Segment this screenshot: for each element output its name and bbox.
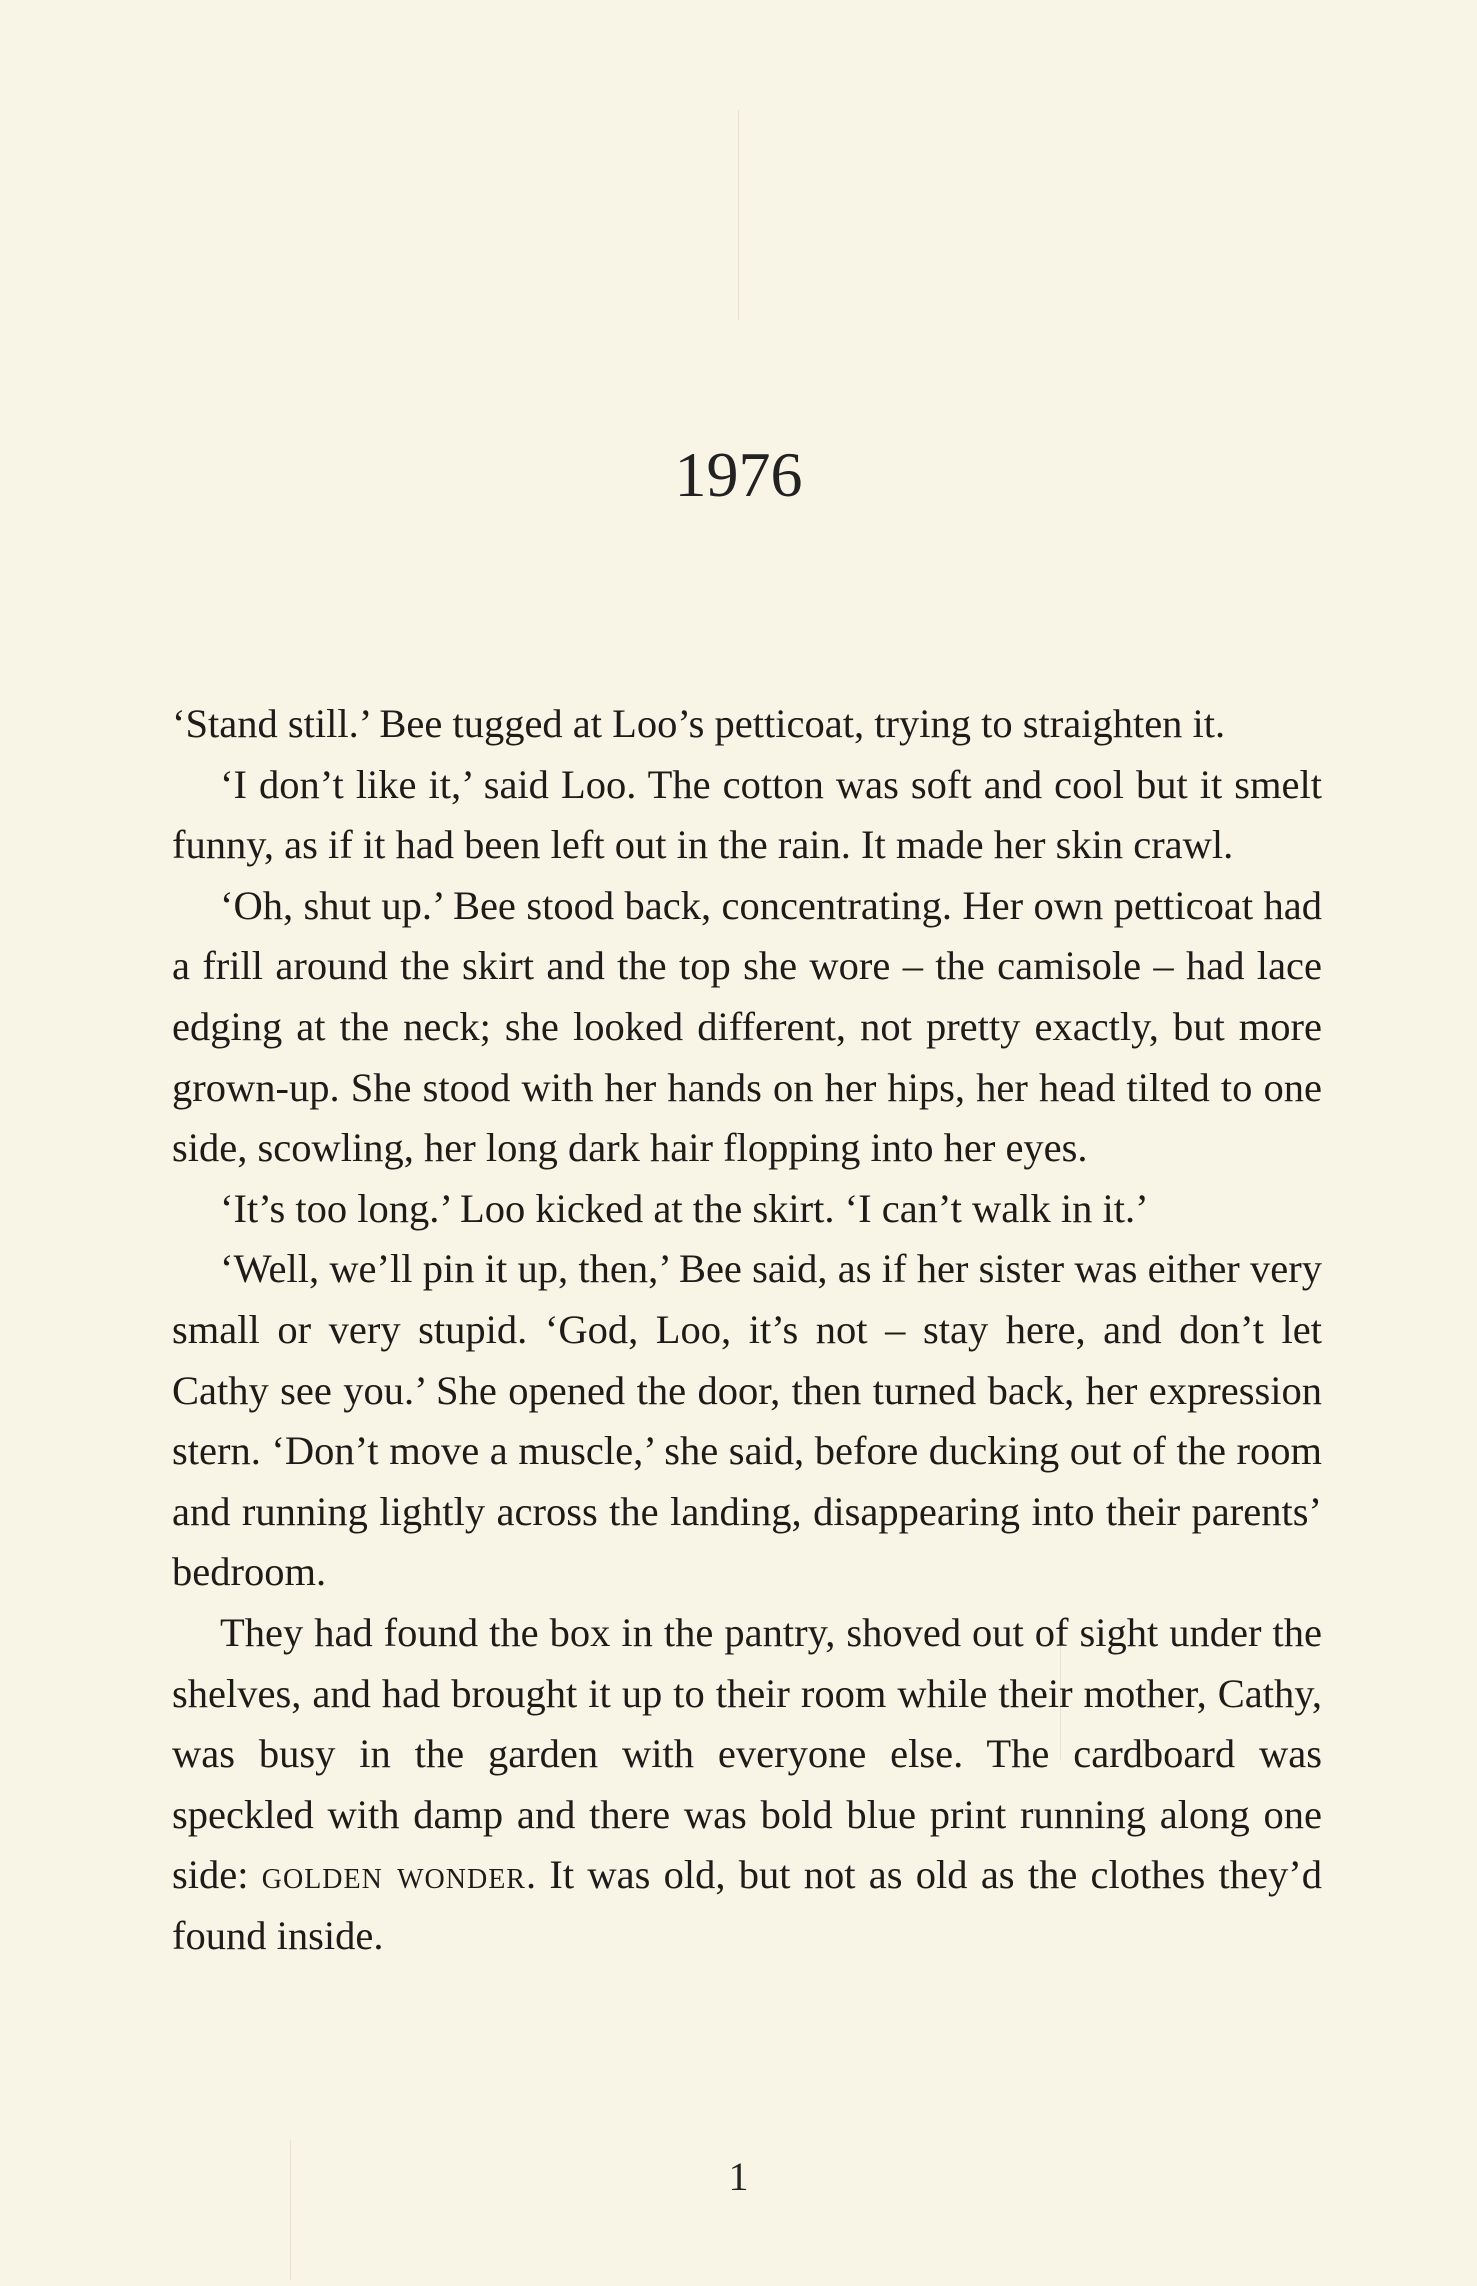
paragraph-text: ‘Stand still.’ Bee tugged at Loo’s petticoat, trying to straighten it.: [172, 701, 1226, 746]
paragraph: [172, 755, 1322, 876]
chapter-body: [172, 694, 1322, 1966]
paragraph: [172, 694, 1322, 755]
paragraph: [172, 1179, 1322, 1240]
paragraph-text: They had found the box in the pantry, shoved out of sight under the shelves, and had brought it up to their room while their mother, Cathy, was busy in the garden with everyone else. The cardboard was speckled with damp and there was bold blue print running along one side:: [172, 1609, 1322, 1898]
paragraph-text: ‘Oh, shut up.’ Bee stood back, concentrating. Her own petticoat had a frill around the skirt and the top she wore – the camisole – had lace edging at the neck; she looked different, not pretty exactly, but more grown-up. She stood with her hands on her hips, her head tilted to one side, scowling, her long dark hair flopping into her eyes.: [172, 882, 1322, 1171]
paragraph: [172, 876, 1322, 1179]
page-number: 1: [728, 2154, 749, 2199]
paragraph: [172, 1239, 1322, 1603]
box-print-text: golden wonder: [261, 1852, 526, 1898]
paragraph-text: ‘It’s too long.’ Loo kicked at the skirt. ‘I can’t walk in it.’: [220, 1185, 1149, 1231]
chapter-title: 1976: [674, 439, 803, 510]
paragraph-text: ‘Well, we’ll pin it up, then,’ Bee said, as if her sister was either very small or very stupid. ‘God, Loo, it’s not – stay here, and don’t let Cathy see you.’ She opened the door, then turned back, her expression stern. ‘Don’t move a muscle,’ she said, before ducking out of the room and running lightly across the landing, disappearing into their parents’ bedroom.: [172, 1246, 1322, 1595]
paragraph: [172, 1603, 1322, 1967]
paragraph-text: . It was old, but not as old as the clothes they’d found inside.: [172, 1852, 1322, 1958]
paper-crease: [738, 110, 739, 320]
paragraph-text: ‘I don’t like it,’ said Loo. The cotton was soft and cool but it smelt funny, as if it had been left out in the rain. It made her skin crawl.: [172, 761, 1322, 868]
